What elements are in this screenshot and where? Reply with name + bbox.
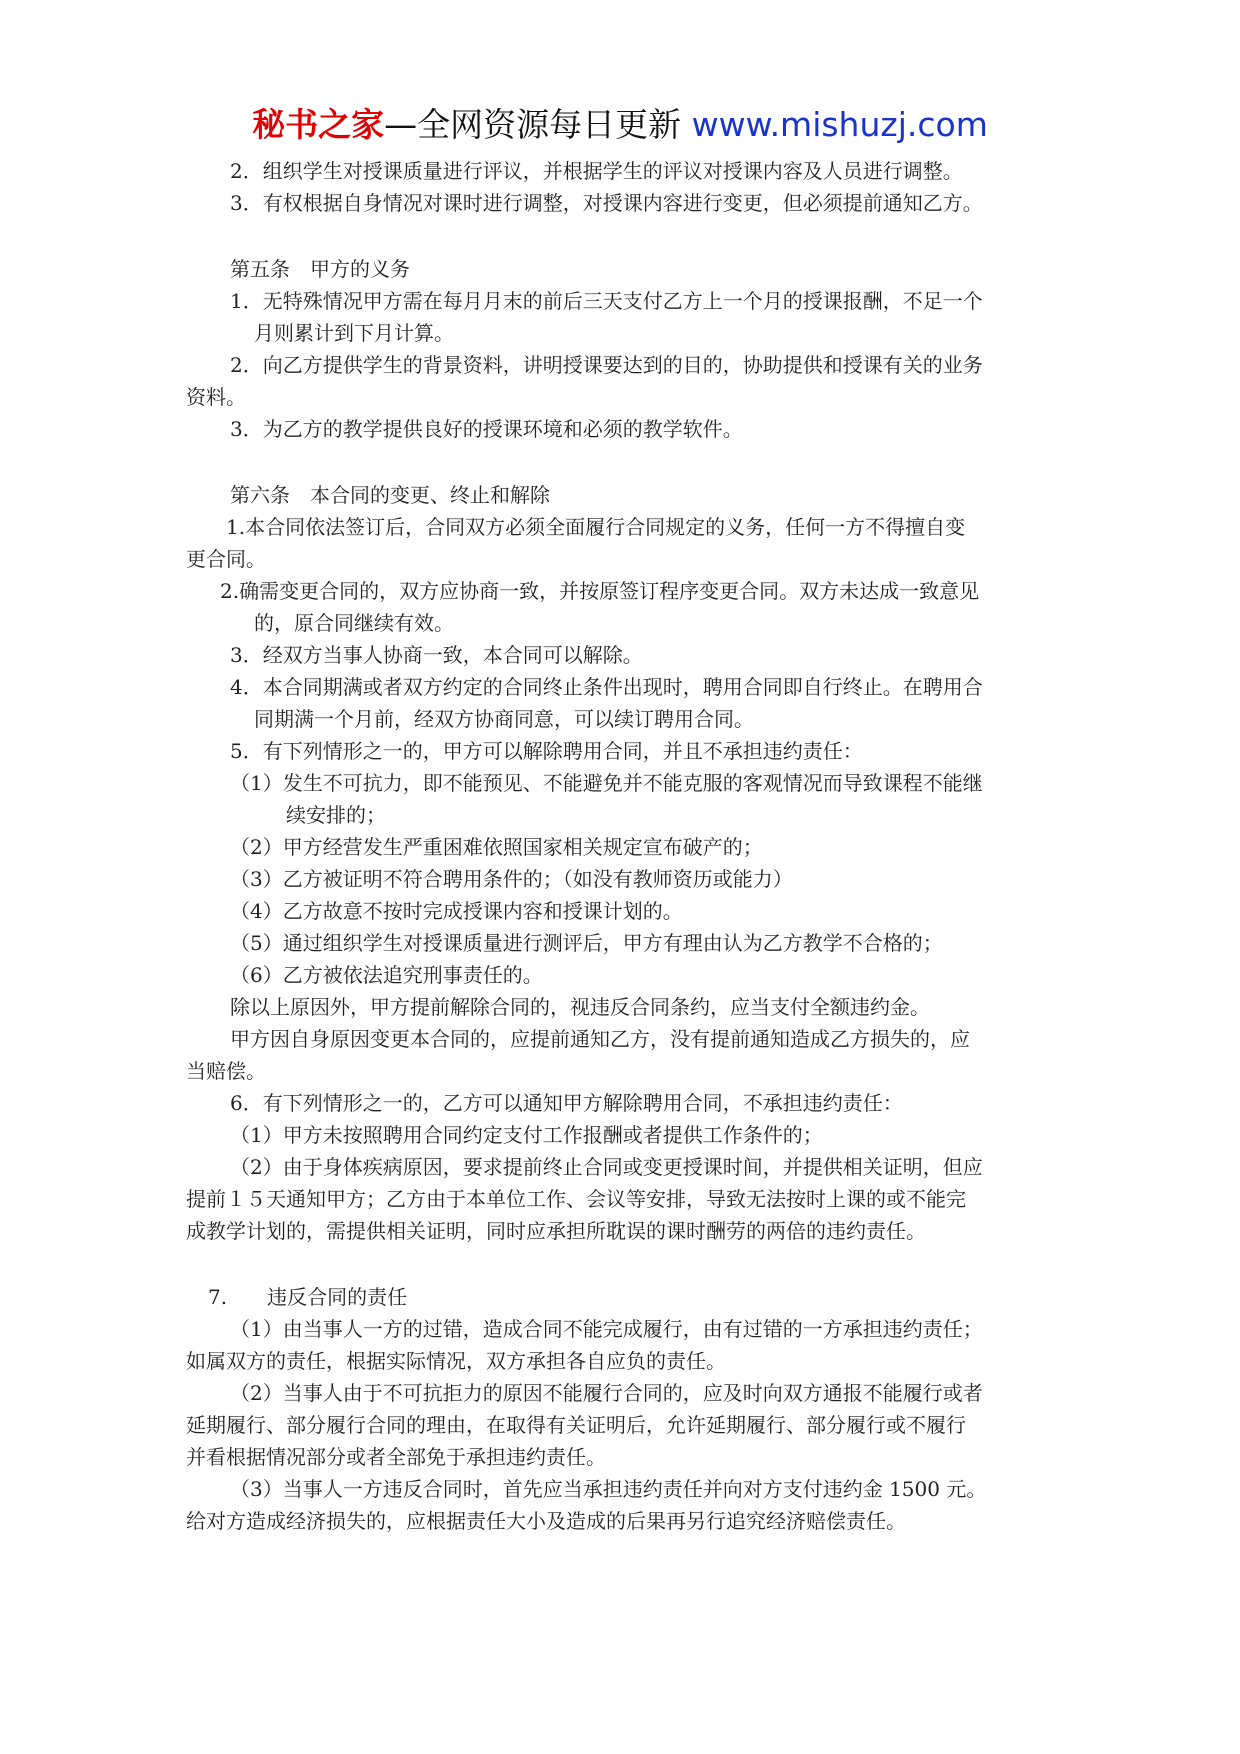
brand-name: 秘书之家 bbox=[252, 105, 385, 144]
paragraph-line: 资料。 bbox=[186, 385, 246, 409]
paragraph-line: 给对方造成经济损失的，应根据责任大小及造成的后果再另行追究经济赔偿责任。 bbox=[186, 1509, 906, 1533]
paragraph-line: 更合同。 bbox=[186, 547, 266, 571]
paragraph-line: 除以上原因外，甲方提前解除合同的，视违反合同条约，应当支付全额违约金。 bbox=[230, 995, 930, 1019]
paragraph-line: 1.本合同依法签订后，合同双方必须全面履行合同规定的义务，任何一方不得擅自变 bbox=[226, 515, 966, 539]
paragraph-line: 3．为乙方的教学提供良好的授课环境和必须的教学软件。 bbox=[230, 417, 743, 441]
paragraph-line: 并看根据情况部分或者全部免于承担违约责任。 bbox=[186, 1445, 606, 1469]
paragraph-line: 2．组织学生对授课质量进行评议，并根据学生的评议对授课内容及人员进行调整。 bbox=[230, 159, 963, 183]
paragraph-line: 3．经双方当事人协商一致，本合同可以解除。 bbox=[230, 643, 643, 667]
paragraph-line: 6．有下列情形之一的，乙方可以通知甲方解除聘用合同，不承担违约责任： bbox=[230, 1091, 903, 1115]
section-heading: 7. 违反合同的责任 bbox=[208, 1285, 408, 1309]
section-heading: 第五条 甲方的义务 bbox=[230, 257, 410, 281]
paragraph-line: 延期履行、部分履行合同的理由，在取得有关证明后，允许延期履行、部分履行或不履行 bbox=[186, 1413, 966, 1437]
paragraph-line: 同期满一个月前，经双方协商同意，可以续订聘用合同。 bbox=[254, 707, 754, 731]
paragraph-line: （2）当事人由于不可抗拒力的原因不能履行合同的，应及时向双方通报不能履行或者 bbox=[230, 1381, 983, 1405]
section-heading: 第六条 本合同的变更、终止和解除 bbox=[230, 483, 550, 507]
paragraph-line: 3．有权根据自身情况对课时进行调整，对授课内容进行变更，但必须提前通知乙方。 bbox=[230, 191, 983, 215]
paragraph-line: （4）乙方故意不按时完成授课内容和授课计划的。 bbox=[230, 899, 683, 923]
site-url[interactable]: www.mishuzj.com bbox=[691, 105, 988, 144]
paragraph-line: （2）由于身体疾病原因，要求提前终止合同或变更授课时间，并提供相关证明，但应 bbox=[230, 1155, 983, 1179]
paragraph-line: 1．无特殊情况甲方需在每月月末的前后三天支付乙方上一个月的授课报酬，不足一个 bbox=[230, 289, 983, 313]
paragraph-line: 4．本合同期满或者双方约定的合同终止条件出现时，聘用合同即自行终止。在聘用合 bbox=[230, 675, 983, 699]
site-banner bbox=[0, 103, 1240, 147]
paragraph-line: （3）乙方被证明不符合聘用条件的；（如没有教师资历或能力） bbox=[230, 867, 793, 891]
paragraph-line: 提前１５天通知甲方；乙方由于本单位工作、会议等安排，导致无法按时上课的或不能完 bbox=[186, 1187, 966, 1211]
paragraph-line: 5．有下列情形之一的，甲方可以解除聘用合同，并且不承担违约责任： bbox=[230, 739, 863, 763]
paragraph-line: （6）乙方被依法追究刑事责任的。 bbox=[230, 963, 543, 987]
paragraph-line: 成教学计划的，需提供相关证明，同时应承担所耽误的课时酬劳的两倍的违约责任。 bbox=[186, 1219, 926, 1243]
paragraph-line: 如属双方的责任，根据实际情况，双方承担各自应负的责任。 bbox=[186, 1349, 726, 1373]
paragraph-line: 月则累计到下月计算。 bbox=[254, 321, 454, 345]
paragraph-line: （3）当事人一方违反合同时，首先应当承担违约责任并向对方支付违约金 1500 元。 bbox=[230, 1477, 987, 1501]
paragraph-line: 2.确需变更合同的，双方应协商一致，并按原签订程序变更合同。双方未达成一致意见 bbox=[220, 579, 980, 603]
paragraph-line: 甲方因自身原因变更本合同的，应提前通知乙方，没有提前通知造成乙方损失的，应 bbox=[230, 1027, 970, 1051]
paragraph-line: 的，原合同继续有效。 bbox=[254, 611, 454, 635]
paragraph-line: （1）甲方未按照聘用合同约定支付工作报酬或者提供工作条件的； bbox=[230, 1123, 823, 1147]
paragraph-line: 当赔偿。 bbox=[186, 1059, 266, 1083]
banner-slogan: —全网资源每日更新 bbox=[384, 105, 682, 144]
paragraph-line: 续安排的； bbox=[286, 803, 386, 827]
paragraph-line: （1）由当事人一方的过错，造成合同不能完成履行，由有过错的一方承担违约责任； bbox=[230, 1317, 983, 1341]
paragraph-line: 2．向乙方提供学生的背景资料，讲明授课要达到的目的，协助提供和授课有关的业务 bbox=[230, 353, 983, 377]
paragraph-line: （1）发生不可抗力，即不能预见、不能避免并不能克服的客观情况而导致课程不能继 bbox=[230, 771, 983, 795]
paragraph-line: （2）甲方经营发生严重困难依照国家相关规定宣布破产的； bbox=[230, 835, 763, 859]
paragraph-line: （5）通过组织学生对授课质量进行测评后，甲方有理由认为乙方教学不合格的； bbox=[230, 931, 943, 955]
